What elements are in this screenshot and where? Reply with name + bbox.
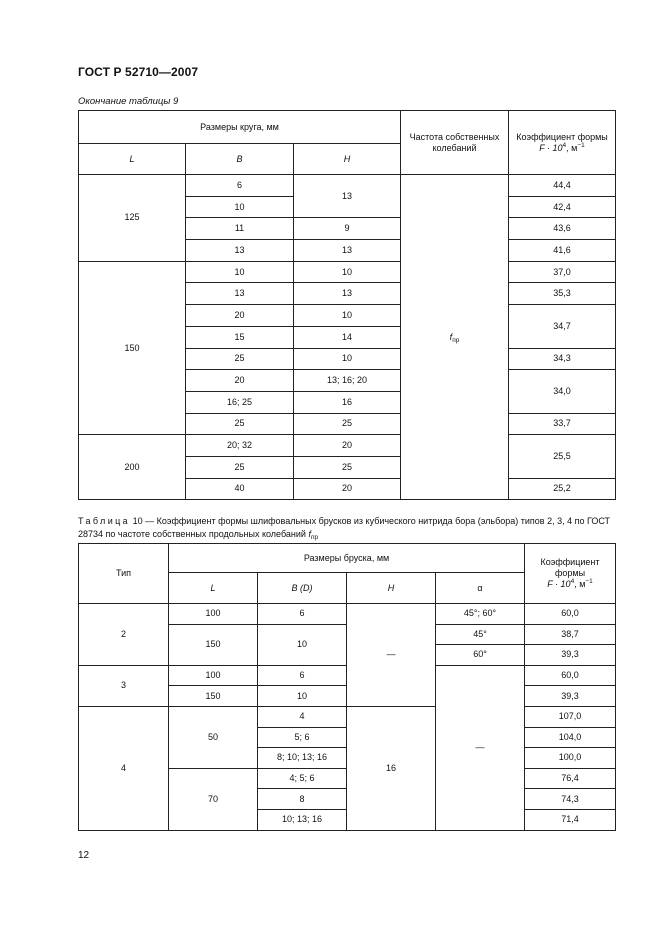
cell-B: 25 <box>186 413 294 435</box>
cell-type: 3 <box>79 665 169 706</box>
cell-alpha: 45° <box>436 624 525 645</box>
cell-H: 13 <box>294 175 401 218</box>
cell-L: 50 <box>169 706 258 768</box>
cell-H: 20 <box>294 478 401 500</box>
cell-coef: 34,7 <box>509 305 616 348</box>
header-H: H <box>347 573 436 604</box>
cell-coef: 25,5 <box>509 435 616 478</box>
cell-L: 150 <box>169 624 258 665</box>
cell-coef: 60,0 <box>525 604 616 625</box>
cell-coef: 35,3 <box>509 283 616 305</box>
table-9-caption: Окончание таблицы 9 <box>78 96 179 107</box>
cell-L: 100 <box>169 665 258 686</box>
cell-B: 8; 10; 13; 16 <box>258 748 347 769</box>
header-B-D: B (D) <box>258 573 347 604</box>
cell-coef: 71,4 <box>525 809 616 830</box>
cell-B: 5; 6 <box>258 727 347 748</box>
cell-coef: 44,4 <box>509 175 616 197</box>
cell-coef: 41,6 <box>509 240 616 262</box>
cell-coef: 34,3 <box>509 348 616 370</box>
cell-coef: 42,4 <box>509 196 616 218</box>
header-shape-coefficient: Коэффициент формы $F \cdot 10^4$, $м^{-1}$ <box>525 544 616 604</box>
cell-coef: 60,0 <box>525 665 616 686</box>
table-10 <box>78 543 616 831</box>
cell-H: 25 <box>294 456 401 478</box>
cell-coef: 25,2 <box>509 478 616 500</box>
cell-H: 10 <box>294 305 401 327</box>
cell-B: 20 <box>186 305 294 327</box>
header-bar-dimensions: Размеры бруска, мм <box>169 544 525 573</box>
cell-H: 14 <box>294 326 401 348</box>
cell-alpha: 45°; 60° <box>436 604 525 625</box>
cell-H: 9 <box>294 218 401 240</box>
table-9 <box>78 110 616 500</box>
cell-B: 11 <box>186 218 294 240</box>
cell-B: 13 <box>186 240 294 262</box>
header-shape-coefficient: Коэффициент формы $F \cdot 10^4$, $м^{-1}$ <box>509 111 616 175</box>
cell-H: 13 <box>294 283 401 305</box>
cell-B: 40 <box>186 478 294 500</box>
cell-coef: 34,0 <box>509 370 616 413</box>
cell-L: 150 <box>169 686 258 707</box>
cell-H: 16 <box>294 391 401 413</box>
cell-coef: 38,7 <box>525 624 616 645</box>
cell-B: 10 <box>258 686 347 707</box>
document-header: ГОСТ Р 52710—2007 <box>78 65 199 79</box>
cell-B: 25 <box>186 348 294 370</box>
cell-B: 6 <box>258 604 347 625</box>
header-type: Тип <box>79 544 169 604</box>
cell-L: 200 <box>79 435 186 500</box>
cell-H: 16 <box>347 706 436 830</box>
cell-coef: 100,0 <box>525 748 616 769</box>
cell-B: 6 <box>186 175 294 197</box>
cell-B: 10 <box>258 624 347 665</box>
cell-L: 70 <box>169 768 258 830</box>
cell-B: 6 <box>258 665 347 686</box>
cell-coef: 76,4 <box>525 768 616 789</box>
header-H: H <box>294 144 401 175</box>
header-L: L <box>79 144 186 175</box>
cell-H: 10 <box>294 348 401 370</box>
cell-B: 10 <box>186 196 294 218</box>
cell-H: 10 <box>294 261 401 283</box>
cell-B: 10; 13; 16 <box>258 809 347 830</box>
cell-H: 13; 16; 20 <box>294 370 401 392</box>
table-10-caption: Таблица 10 — Коэффициент формы шлифовальных брусков из кубического нитрида бора (эльбора) типов 2, 3, 4 по ГОСТ 28734 по частоте собственных продольных колебаний $f_{пр}$ <box>78 516 611 541</box>
cell-B: 4 <box>258 706 347 727</box>
cell-B: 20 <box>186 370 294 392</box>
header-B: B <box>186 144 294 175</box>
cell-H: — <box>347 604 436 707</box>
cell-H: 25 <box>294 413 401 435</box>
header-wheel-dimensions: Размеры круга, мм <box>79 111 401 144</box>
cell-type: 2 <box>79 604 169 666</box>
cell-type: 4 <box>79 706 169 830</box>
cell-coef: 33,7 <box>509 413 616 435</box>
cell-L: 125 <box>79 175 186 262</box>
cell-B: 15 <box>186 326 294 348</box>
cell-H: 13 <box>294 240 401 262</box>
cell-coef: 104,0 <box>525 727 616 748</box>
cell-coef: 43,6 <box>509 218 616 240</box>
header-alpha: α <box>436 573 525 604</box>
header-frequency: Частота собственных колебаний <box>401 111 509 175</box>
cell-L: 100 <box>169 604 258 625</box>
cell-B: 25 <box>186 456 294 478</box>
cell-B: 16; 25 <box>186 391 294 413</box>
cell-B: 10 <box>186 261 294 283</box>
cell-B: 13 <box>186 283 294 305</box>
cell-H: 20 <box>294 435 401 457</box>
cell-alpha: 60° <box>436 645 525 666</box>
cell-coef: 74,3 <box>525 789 616 810</box>
cell-coef: 39,3 <box>525 686 616 707</box>
page-number: 12 <box>78 850 90 861</box>
cell-coef: 107,0 <box>525 706 616 727</box>
cell-coef: 39,3 <box>525 645 616 666</box>
cell-alpha: — <box>436 665 525 830</box>
cell-frequency: $f_{пр}$ <box>401 175 509 500</box>
header-L: L <box>169 573 258 604</box>
cell-B: 4; 5; 6 <box>258 768 347 789</box>
cell-B: 20; 32 <box>186 435 294 457</box>
cell-coef: 37,0 <box>509 261 616 283</box>
cell-L: 150 <box>79 261 186 435</box>
cell-B: 8 <box>258 789 347 810</box>
